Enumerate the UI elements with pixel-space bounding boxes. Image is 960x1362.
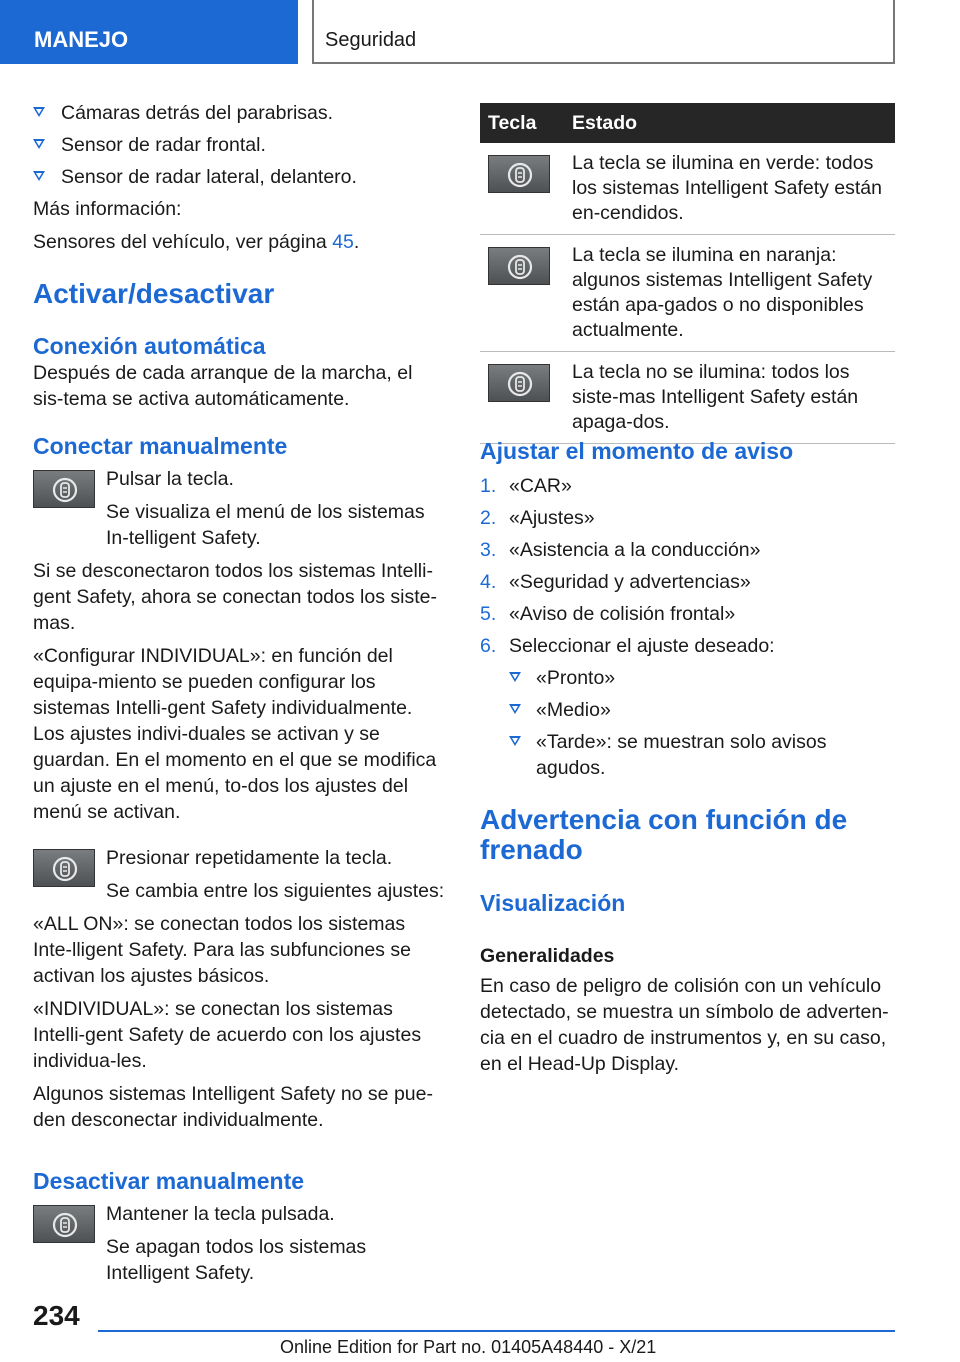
left-column [33, 100, 448, 1286]
all-off: Se apagan todos los sistemas Intelligent Safety. [106, 1236, 367, 1284]
list-item: 3. «Asistencia a la conducción» [480, 539, 761, 561]
triangle-bullet-icon [509, 672, 521, 682]
general-text: En caso de peligro de colisión con un vehículo detectado, se muestra un símbolo de adverten-cia en el cuadro de instrumentos y, en su caso, en el Head-Up Display. [480, 975, 889, 1075]
sensors-reference: Sensores del vehículo, ver página 45. [33, 231, 360, 253]
list-item: «Tarde»: se muestran solo avisos agudos. [480, 729, 895, 781]
intelligent-safety-key-icon [488, 247, 550, 285]
some-cannot: Algunos sistemas Intelligent Safety no se pue-den desconectar individualmente. [33, 1083, 433, 1131]
list-item: Sensor de radar lateral, delantero. [33, 164, 448, 190]
list-item: 4. «Seguridad y advertencias» [480, 571, 751, 593]
menu-shown: Se visualiza el menú de los sistemas In-telligent Safety. [106, 501, 425, 549]
state-cell: La tecla se ilumina en naranja: algunos sistemas Intelligent Safety están apa-gados o no disponibles actualmente. [564, 235, 895, 352]
switch-settings: Se cambia entre los siguientes ajustes: [106, 880, 445, 902]
auto-text: Después de cada arranque de la marcha, el sis-tema se activa automáticamente. [33, 362, 413, 410]
table-row [480, 143, 895, 235]
intelligent-safety-key-icon [33, 1205, 95, 1243]
page-link[interactable]: 45 [332, 231, 354, 253]
section-tab: MANEJO [0, 0, 298, 64]
table-header-row [480, 103, 895, 143]
intelligent-safety-key-icon [33, 849, 95, 887]
page-title: Seguridad [325, 29, 417, 51]
list-item: 2. «Ajustes» [480, 507, 595, 529]
heading-activate: Activar/desactivar [33, 278, 275, 309]
list-item: 6. Seleccionar el ajuste deseado: [480, 635, 775, 657]
individual: «INDIVIDUAL»: se conectan los sistemas Intelli-gent Safety de acuerdo con los ajustes individua-les. [33, 998, 422, 1072]
if-off: Si se desconectaron todos los sistemas Intelli-gent Safety, ahora se conectan todos los siste-mas. [33, 560, 437, 634]
heading-general: Generalidades [480, 945, 615, 967]
col-key-header: Tecla [480, 103, 564, 143]
key-row [33, 466, 448, 551]
list-item: 1. «CAR» [480, 475, 572, 497]
list-item: «Medio» [480, 697, 895, 723]
triangle-bullet-icon [33, 107, 45, 117]
key-cell [480, 143, 564, 235]
heading-auto: Conexión automática [33, 333, 266, 359]
list-item: Cámaras detrás del parabrisas. [33, 100, 448, 126]
intelligent-safety-key-icon [488, 155, 550, 193]
list-item: Sensor de radar frontal. [33, 132, 448, 158]
triangle-bullet-icon [33, 139, 45, 149]
table-row [480, 352, 895, 444]
table-row [480, 235, 895, 352]
heading-display: Visualización [480, 890, 626, 916]
heading-manual-off: Desactivar manualmente [33, 1168, 305, 1194]
key-cell [480, 235, 564, 352]
hold-key: Mantener la tecla pulsada. [106, 1203, 335, 1225]
triangle-bullet-icon [33, 171, 45, 181]
more-info: Más información: [33, 198, 182, 220]
state-cell: La tecla se ilumina en verde: todos los sistemas Intelligent Safety están en-cendidos. [564, 143, 895, 235]
key-state-table [480, 103, 895, 444]
intelligent-safety-key-icon [488, 364, 550, 402]
press-key: Pulsar la tecla. [106, 468, 234, 490]
key-row [33, 1201, 448, 1286]
triangle-bullet-icon [509, 704, 521, 714]
heading-brake-warning: Advertencia con función de frenado [480, 804, 848, 865]
press-repeat: Presionar repetidamente la tecla. [106, 847, 393, 869]
key-cell [480, 352, 564, 444]
col-state-header: Estado [564, 103, 895, 143]
heading-manual-on: Conectar manualmente [33, 433, 288, 459]
right-column [480, 437, 895, 1077]
footer-edition: Online Edition for Part no. 01405A48440 - X/21 [280, 1337, 657, 1357]
configure: «Configurar INDIVIDUAL»: en función del equipa-miento se pueden configurar los sistemas Intelli-gent Safety individualmente. Los ajustes indivi-duales se activan y se guardan. En el momento en el que se modifica un ajuste en el menú, to-dos los ajustes del menú se activan. [33, 645, 437, 823]
list-item: «Pronto» [480, 665, 895, 691]
triangle-bullet-icon [509, 736, 521, 746]
heading-warning-time: Ajustar el momento de aviso [480, 438, 794, 464]
key-row [33, 845, 448, 904]
intelligent-safety-key-icon [33, 470, 95, 508]
all-on: «ALL ON»: se conectan todos los sistemas Inte-lligent Safety. Para las subfunciones se activan los ajustes básicos. [33, 913, 411, 987]
state-cell: La tecla no se ilumina: todos los siste-mas Intelligent Safety están apaga-dos. [564, 352, 895, 444]
footer-divider [98, 1330, 895, 1332]
page-number: 234 [33, 1300, 80, 1331]
list-item: 5. «Aviso de colisión frontal» [480, 603, 736, 625]
